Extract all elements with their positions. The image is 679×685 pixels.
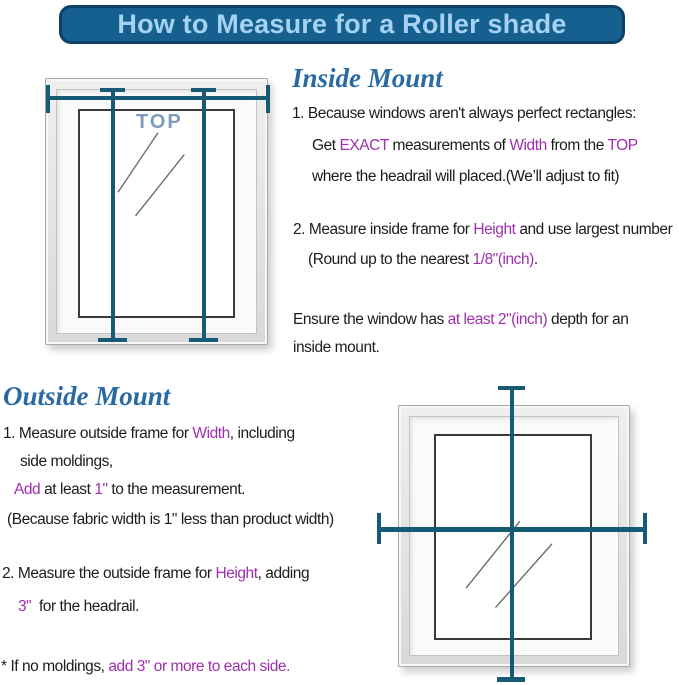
outside-height-top-cap [498,386,525,390]
page-title: How to Measure for a Roller shade [117,9,567,39]
inside-step1-line2: Get EXACT measurements of Width from the TOP [312,137,638,154]
window-glass [78,109,235,318]
inside-step2-line2: (Round up to the nearest 1/8"(inch). [308,251,538,268]
inside-step1-line3: where the headrail will placed.(We’ll adjust to fit) [312,168,620,185]
inside-width-right-tick [266,85,270,113]
inside-height-right-top-cap [191,88,216,92]
inside-height-measure-line-right [202,89,206,342]
outside-step1-line2: side moldings, [20,453,113,470]
outside-width-measure-line [378,527,646,532]
outside-mount-heading: Outside Mount [3,381,171,411]
inside-step2-line1: 2. Measure inside frame for Height and use largest number [293,221,673,238]
inside-height-right-bottom-cap [189,338,218,342]
outside-width-left-tick [377,513,381,544]
outside-step1-line3: Add at least 1" to the measurement. [14,481,246,498]
glass-reflection-lines [80,111,233,316]
outside-mount-window-illustration [398,405,630,667]
title-banner [59,5,625,44]
inside-height-left-bottom-cap [98,338,127,342]
outside-step2-line2: 3" for the headrail. [18,598,140,615]
outside-height-measure-line [510,387,514,680]
inside-height-left-top-cap [100,88,125,92]
outside-width-right-tick [643,513,647,544]
inside-depth-note-line1: Ensure the window has at least 2"(inch) depth for an [293,311,629,328]
inside-width-measure-line [47,96,269,100]
inside-mount-heading: Inside Mount [292,63,443,93]
inside-width-left-tick [46,85,50,113]
inside-step1-line1: 1. Because windows aren't always perfect rectangles: [292,105,636,122]
inside-depth-note-line2: inside mount. [293,339,380,356]
top-edge-label: TOP [136,111,183,133]
outside-height-bottom-cap [497,677,525,682]
outside-step2-line1: 2. Measure the outside frame for Height, adding [2,565,310,582]
outside-step1-line1: 1. Measure outside frame for Width, including [3,425,295,442]
outside-moldings-footnote: * If no moldings, add 3" or more to each side. [1,658,290,675]
outside-step1-line4: (Because fabric width is 1" less than product width) [7,511,334,528]
inside-height-measure-line-left [111,89,115,342]
